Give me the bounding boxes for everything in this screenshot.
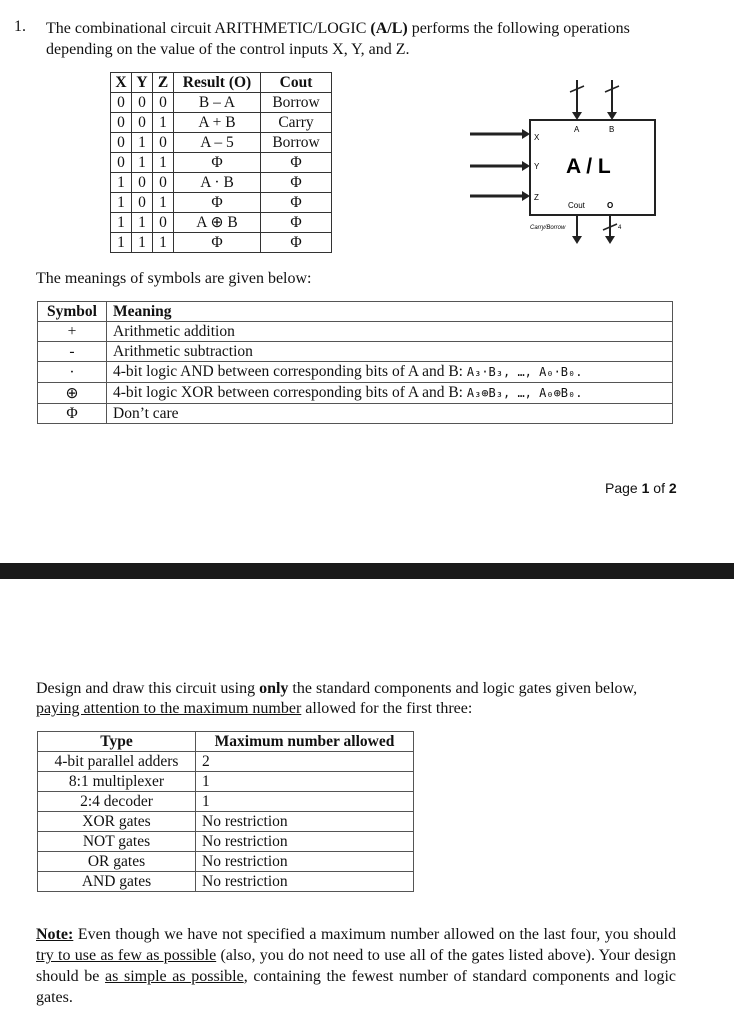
- meaning-cell: [107, 404, 673, 424]
- truth-cell-x: 1: [111, 193, 132, 213]
- truth-table-row: [111, 233, 332, 253]
- label-a: A: [574, 125, 580, 134]
- truth-cell-cout: Borrow: [261, 93, 332, 113]
- al-block-diagram: [470, 72, 670, 262]
- page-divider: [0, 563, 734, 579]
- note-underline-1: try to use as few as possible: [36, 947, 217, 964]
- label-b: B: [609, 125, 615, 134]
- question-line1-pre: The combinational circuit ARITHMETIC/LOGIC: [46, 20, 371, 37]
- truth-cell-y: 1: [132, 133, 153, 153]
- cout-arrow: [572, 215, 582, 244]
- page-indicator: [605, 480, 677, 496]
- symbol-cell: ·: [38, 362, 107, 383]
- note-text-2: (also, you do not need to use all of the gates listed above). Your design should be: [36, 947, 676, 985]
- meaning-text: 4-bit logic AND between corresponding bits of A and B:: [113, 363, 467, 380]
- truth-cell-x: 1: [111, 233, 132, 253]
- note-underline-2: as simple as possible: [105, 968, 244, 985]
- label-cout: Cout: [568, 201, 585, 210]
- design-pre: Design and draw this circuit using: [36, 680, 260, 697]
- truth-table-body: [111, 93, 332, 253]
- design-line2-post: allowed for the first three:: [301, 700, 473, 717]
- truth-cell-result: A + B: [174, 113, 261, 133]
- truth-cell-z: 1: [153, 193, 174, 213]
- page-current: 1: [641, 480, 650, 496]
- truth-cell-z: 0: [153, 93, 174, 113]
- truth-table-row: [111, 113, 332, 133]
- truth-cell-result: Φ: [174, 193, 261, 213]
- truth-cell-x: 0: [111, 153, 132, 173]
- truth-cell-cout: Φ: [261, 173, 332, 193]
- components-row: [38, 852, 414, 872]
- truth-cell-z: 1: [153, 233, 174, 253]
- symbol-cell: Φ: [38, 404, 107, 424]
- header-y: Y: [132, 73, 153, 93]
- label-carry-borrow: Carry/Borrow: [530, 225, 566, 231]
- symbol-cell: ⊕: [38, 383, 107, 404]
- truth-cell-cout: Φ: [261, 213, 332, 233]
- symbols-body: [38, 322, 673, 424]
- truth-table-row: [111, 193, 332, 213]
- truth-cell-cout: Φ: [261, 233, 332, 253]
- header-cout: Cout: [261, 73, 332, 93]
- truth-table-row: [111, 153, 332, 173]
- question-line2: depending on the value of the control inputs X, Y, and Z.: [46, 41, 410, 58]
- truth-cell-cout: Borrow: [261, 133, 332, 153]
- truth-cell-z: 1: [153, 153, 174, 173]
- truth-cell-y: 1: [132, 213, 153, 233]
- symbols-row: [38, 404, 673, 424]
- design-instructions: [36, 679, 678, 719]
- note-text-3: , containing the fewest number of standard components and logic gates.: [36, 968, 676, 1006]
- design-bold: only: [259, 680, 289, 697]
- components-row: [38, 792, 414, 812]
- truth-cell-cout: Φ: [261, 193, 332, 213]
- component-max-cell: No restriction: [196, 852, 414, 872]
- component-max-cell: No restriction: [196, 812, 414, 832]
- components-row: [38, 872, 414, 892]
- note-label: Note:: [36, 926, 74, 943]
- question-line1-post: performs the following operations: [407, 20, 630, 37]
- symbols-row: [38, 383, 673, 404]
- components-header: [38, 732, 414, 752]
- component-max-cell: 2: [196, 752, 414, 772]
- design-line2-underlined: paying attention to the maximum number: [36, 700, 302, 717]
- truth-cell-x: 0: [111, 133, 132, 153]
- truth-cell-z: 0: [153, 133, 174, 153]
- component-type-cell: OR gates: [38, 852, 196, 872]
- note-text-1: Even though we have not specified a maximum number allowed on the last four, you should: [73, 926, 676, 943]
- al-diagram-svg: [470, 72, 670, 262]
- question-text: [46, 18, 706, 60]
- symbols-header: [38, 302, 673, 322]
- label-o: O: [607, 201, 614, 210]
- truth-cell-result: A · B: [174, 173, 261, 193]
- truth-cell-y: 0: [132, 173, 153, 193]
- label-bus-width: 4: [618, 225, 622, 231]
- components-row: [38, 772, 414, 792]
- truth-table-row: [111, 173, 332, 193]
- meaning-text: Arithmetic addition: [113, 323, 235, 340]
- component-max-cell: 1: [196, 792, 414, 812]
- components-row: [38, 812, 414, 832]
- header-result: Result (O): [174, 73, 261, 93]
- symbols-row: [38, 342, 673, 362]
- meaning-cell: [107, 342, 673, 362]
- output-o-arrow: [603, 215, 617, 244]
- question-line1-bold: (A/L): [370, 20, 408, 37]
- truth-cell-z: 1: [153, 113, 174, 133]
- truth-cell-y: 1: [132, 233, 153, 253]
- component-max-cell: 1: [196, 772, 414, 792]
- truth-cell-y: 1: [132, 153, 153, 173]
- meaning-text: 4-bit logic XOR between corresponding bits of A and B:: [113, 384, 467, 401]
- page-mid: of: [649, 480, 669, 496]
- header-x: X: [111, 73, 132, 93]
- component-max-cell: No restriction: [196, 832, 414, 852]
- truth-cell-y: 0: [132, 113, 153, 133]
- component-type-cell: XOR gates: [38, 812, 196, 832]
- truth-table-header: [111, 73, 332, 93]
- meaning-example: A₃·B₃, …, A₀·B₀.: [466, 365, 583, 379]
- truth-cell-result: B – A: [174, 93, 261, 113]
- question-number: 1.: [14, 18, 26, 35]
- components-row: [38, 752, 414, 772]
- label-x: X: [534, 133, 540, 142]
- components-body: [38, 752, 414, 892]
- truth-cell-cout: Carry: [261, 113, 332, 133]
- symbols-row: [38, 322, 673, 342]
- note-paragraph: [36, 924, 676, 1008]
- truth-cell-x: 1: [111, 173, 132, 193]
- symbols-table: [37, 301, 673, 424]
- component-type-cell: 4-bit parallel adders: [38, 752, 196, 772]
- truth-cell-z: 0: [153, 213, 174, 233]
- al-title: A / L: [566, 155, 611, 178]
- meanings-intro: The meanings of symbols are given below:: [36, 270, 312, 287]
- design-post: the standard components and logic gates given below,: [288, 680, 638, 697]
- truth-cell-result: A ⊕ B: [174, 213, 261, 233]
- component-type-cell: NOT gates: [38, 832, 196, 852]
- input-y-arrow: [470, 161, 530, 171]
- truth-table: [110, 72, 332, 253]
- truth-cell-cout: Φ: [261, 153, 332, 173]
- meaning-cell: [107, 362, 673, 383]
- component-max-cell: No restriction: [196, 872, 414, 892]
- truth-cell-y: 0: [132, 193, 153, 213]
- input-a-arrow: [570, 80, 584, 120]
- meaning-text: Don’t care: [113, 405, 179, 422]
- page-pre: Page: [605, 480, 642, 496]
- input-x-arrow: [470, 129, 530, 139]
- components-table: [37, 731, 414, 892]
- truth-table-row: [111, 213, 332, 233]
- input-b-arrow: [605, 80, 619, 120]
- label-y: Y: [534, 162, 540, 171]
- symbols-header-meaning: Meaning: [107, 302, 673, 322]
- truth-cell-result: Φ: [174, 233, 261, 253]
- symbol-cell: +: [38, 322, 107, 342]
- truth-cell-result: Φ: [174, 153, 261, 173]
- truth-cell-x: 0: [111, 93, 132, 113]
- truth-cell-result: A – 5: [174, 133, 261, 153]
- meaning-cell: [107, 383, 673, 404]
- components-header-type: Type: [38, 732, 196, 752]
- truth-table-row: [111, 133, 332, 153]
- components-header-max: Maximum number allowed: [196, 732, 414, 752]
- symbols-header-symbol: Symbol: [38, 302, 107, 322]
- component-type-cell: 2:4 decoder: [38, 792, 196, 812]
- label-z: Z: [534, 193, 539, 202]
- meaning-text: Arithmetic subtraction: [113, 343, 253, 360]
- header-z: Z: [153, 73, 174, 93]
- symbol-cell: -: [38, 342, 107, 362]
- truth-cell-x: 0: [111, 113, 132, 133]
- truth-cell-x: 1: [111, 213, 132, 233]
- meaning-cell: [107, 322, 673, 342]
- component-type-cell: 8:1 multiplexer: [38, 772, 196, 792]
- component-type-cell: AND gates: [38, 872, 196, 892]
- truth-table-row: [111, 93, 332, 113]
- truth-cell-y: 0: [132, 93, 153, 113]
- truth-cell-z: 0: [153, 173, 174, 193]
- page-total: 2: [668, 480, 677, 496]
- input-z-arrow: [470, 191, 530, 201]
- meaning-example: A₃⊕B₃, …, A₀⊕B₀.: [466, 386, 583, 400]
- components-row: [38, 832, 414, 852]
- symbols-row: [38, 362, 673, 383]
